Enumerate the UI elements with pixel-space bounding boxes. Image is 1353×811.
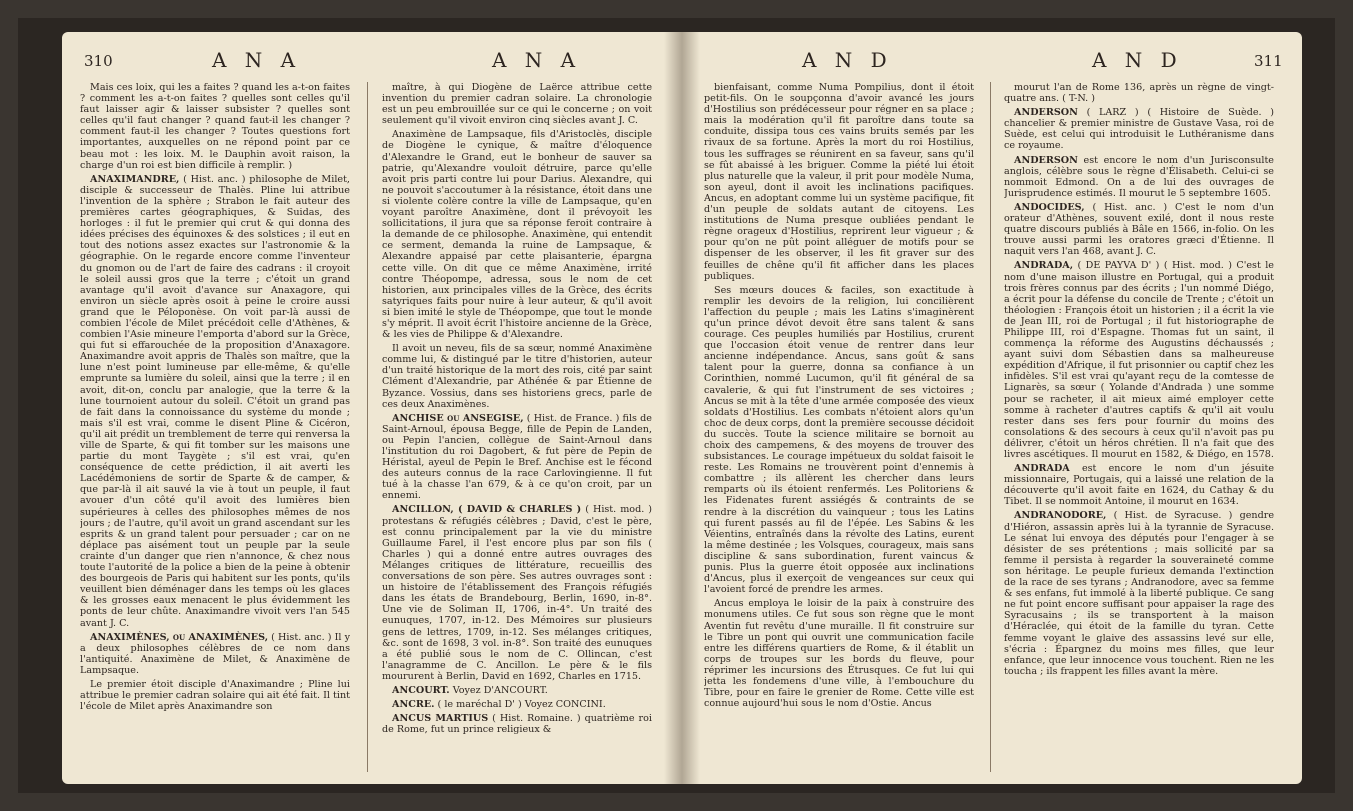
entry-paragraph — [1004, 155, 1274, 199]
entry-text: bienfaisant, comme Numa Pompilius, dont il étoit petit-fils. On le soupçonna d'avoir avancé les jours d'Hostilius son prédécesseur pour régner en sa place ; mais la modération qu'il fit paroître dans toute sa conduite, dissipa tous ces vains bruits semés par les rivaux de sa fortune. Après la mort du roi Hostilius, tous les suffrages se réunirent en sa faveur, sans qu'il se fût abaissé à les briguer. Comme la piété lui étoit plus naturelle que la valeur, il prit pour modèle Numa, son ayeul, dont il avoit les inclinations pacifiques. Ancus, en adoptant comme lui un système pacifique, fit d'un peuple de soldats autant de citoyens. Les institutions de Numa presque oubliées pendant le règne orageux d'Hostilius, reprirent leur vigueur ; & pour qu'on ne pût point alléguer de motifs pour se dispenser de les observer, il les fit graver sur des feuilles de chêne qu'il fit afficher dans les places publiques. — [704, 82, 974, 282]
entry-headword: ANDOCIDES, — [1014, 201, 1085, 213]
entry-text: Il avoit un neveu, fils de sa sœur, nommé Anaximène comme lui, & distingué par le titre d'historien, auteur d'un traité historique de la mort des rois, cité par saint Clément d'Alexandrie, par Athénée & par Étienne de Byzance. Vossius, dans ses historiens grecs, parle de ces deux Anaximènes. — [382, 343, 652, 410]
entry-text: Voyez D'ANCOURT. — [452, 684, 548, 696]
entry-text: ( Hist. anc. ) Il y a deux philosophes célèbres de ce nom dans l'antiquité. Anaximène de Milet, & Anaximène de Lampsaque. — [80, 631, 350, 676]
right-page — [682, 32, 1302, 784]
running-head-right-1: A N D — [802, 48, 893, 72]
entry-text: Anaximène de Lampsaque, fils d'Aristoclès, disciple de Diogène le cynique, & maître d'éloquence d'Alexandre le Grand, eut le bonheur de sauver sa patrie, qu'Alexandre vouloit détruire, parce qu'elle avoit pris parti contre lui pour Darius. Alexandre, qui ne pouvoit s'accoutumer à la résistance, étoit dans une si violente colère contre la ville de Lampsaque, qu'en voyant paroître Anaximène, dont il prévoyoit les sollicitations, il jura que sa réponse feroit contraire à la demande de ce philosophe. Anaximène, qui entendit ce serment, demanda la ruine de Lampsaque, & Alexandre appaisé par cette plaisanterie, épargna cette ville. On dit que ce même Anaximène, irrité contre Théopompe, adressa, sous le nom de cet historien, aux principales villes de la Grèce, des écrits satyriques faits pour nuire à leur auteur, & qu'il avoit si bien imité le style de Théopompe, que tout le monde s'y méprit. Il avoit écrit l'histoire ancienne de la Grèce, & les vies de Philippe & d'Alexandre. — [382, 129, 652, 341]
entry-paragraph — [704, 598, 974, 709]
entry-headword: ANCHISE ou ANSEGISE, — [392, 412, 524, 424]
entry-headword: ANAXIMANDRE, — [90, 173, 180, 185]
entry-text: Ancus employa le loisir de la paix à construire des monumens utiles. Ce fut sous son règne que le mont Aventin fut revêtu d'une muraille. Il fit construire sur le Tibre un pont qui ouvrit une communication facile entre les différens quartiers de Rome, & il établit un corps de troupes sur les bords du fleuve, pour réprimer les incursions des Étrusques. Ce fut lui qui jetta les fondemens d'une ville, à l'embouchure du Tibre, pour en faire le grenier de Rome. Cette ville est connue aujourd'hui sous le nom d'Ostie. Ancus — [704, 598, 974, 710]
book-spread — [18, 18, 1335, 793]
entry-paragraph — [382, 129, 652, 340]
entry-paragraph — [704, 82, 974, 282]
entry-headword: ANDERSON — [1014, 107, 1078, 119]
column-rule — [990, 82, 991, 772]
entry-text: mourut l'an de Rome 136, après un règne de vingt-quatre ans. ( T-N. ) — [1004, 82, 1274, 105]
entry-paragraph — [382, 504, 652, 682]
page-number-left: 310 — [84, 52, 113, 70]
entry-text: maître, à qui Diogène de Laërce attribue cette invention du premier cadran solaire. La chronologie est un peu embrouillée sur ce qui le concerne ; on voit seulement qu'il vivoit environ cinq siècles avant J. C. — [382, 82, 652, 127]
entry-text: est encore le nom d'un Jurisconsulte anglois, célèbre sous le règne d'Élisabeth. Celui-ci se nommoit Edmond. On a de lui des ouvrages de Jurisprudence estimés. Il mourut le 5 septembre 1605. — [1004, 154, 1274, 199]
entry-headword: ANAXIMÈNES, ou ANAXIMÈNES, — [90, 631, 269, 643]
entry-text: ( DE PAYVA D' ) ( Hist. mod. ) C'est le nom d'une maison illustre en Portugal, qui a produit trois frères connus par des écrits ; l'un nommé Diégo, a écrit pour la défense du concile de Trente ; c'étoit un théologien : François étoit un historien ; il a écrit la vie de Jean III, roi de Portugal ; il fut historiographe de Philippe III, roi d'Espagne. Thomas fut un saint, il commença la réforme des Augustins déchaussés ; ayant suivi dom Sébastien dans sa malheureuse expédition d'Afrique, il fut prisonnier ou captif chez les infidèles. S'il est vrai qu'ayant reçu de la comtesse de Lignarès, sa sœur ( Yolande d'Andrada ) une somme pour se racheter, il ait mieux aimé employer cette somme à racheter d'autres captifs & qu'il ait voulu rester dans ses fers pour fournir du moins des consolations & des secours à ceux qu'il n'avoit pas pu délivrer, c'étoit un héros chrétien. Il n'a fait que des livres ascétiques. Il mourut en 1582, & Diégo, en 1578. — [1004, 260, 1274, 460]
entry-paragraph — [80, 174, 350, 629]
book-gutter — [664, 32, 700, 784]
entry-paragraph — [704, 285, 974, 596]
entry-paragraph — [1004, 82, 1274, 104]
entry-headword: ANDRANODORE, — [1014, 510, 1107, 522]
entry-text: Le premier étoit disciple d'Anaximandre ; Pline lui attribue le premier cadran solaire qui ait été fait. Il tint l'école de Milet après Anaximandre son — [80, 678, 350, 713]
right-page-column-1 — [704, 82, 974, 772]
entry-text: Mais ces loix, qui les a faites ? quand les a-t-on faites ? comment les a-t-on faites ? quelles sont celles qu'il faut laisser agir & laisser subsister ? quelles sont celles qu'il faut changer ? quand faut-il les changer ? comment faut-il les changer ? Toutes questions fort importantes, auxquelles on ne répond point par ce beau mot : les loix. M. le Dauphin avoit raison, la charge d'un roi est bien difficile à remplir. ) — [80, 82, 350, 171]
entry-paragraph — [1004, 463, 1274, 507]
entry-text: ( Hist. anc. ) philosophe de Milet, disciple & successeur de Thalès. Pline lui attribue l'invention de la sphère ; Strabon le fait auteur des premières cartes géographiques, & Suidas, des horloges : il fut le premier qui crut & qui donna des idées précises des équinoxes & des solstices ; il eut en tout des notions assez exactes sur l'astronomie & la géographie. On le regarde encore comme l'inventeur du gnomon ou de l'art de faire des cadrans : il croyoit le soleil aussi gros que la terre ; c'étoit un grand avantage qu'il avoit d'avance sur Anaxagore, qui environ un siècle après osoit à peine le croire aussi grand que le Péloponèse. On voit par-là aussi de combien l'école de Milet précédoit celle d'Athènes, & combien l'Asie mineure l'emporta d'abord sur la Grèce, qui fut si effarouchée de la proposition d'Anaxagore. Anaximandre avoit appris de Thalès son maître, que la lune n'est point lumineuse par elle-même, & qu'elle emprunte sa lumière du soleil, ainsi que la terre ; il en avoit, dit-on, conclu par analogie, que la terre & la lune tournoient autour du soleil. C'étoit un grand pas de fait dans la connoissance du système du monde ; mais s'il est vrai, comme le disent Pline & Cicéron, qu'il ait prédit un tremblement de terre qui renversa la ville de Sparte, & qui fit tomber sur les maisons une partie du mont Taygète ; s'il est vrai, qu'en conséquence de cette prédiction, il ait averti les Lacédémoniens de sortir de Sparte & de camper, & que par-là il ait sauvé la vie à tout un peuple, il faut avouer d'un côté qu'il avoit des lumières bien supérieures à celles des philosophes mêmes de nos jours ; de l'autre, qu'il avoit un grand ascendant sur les esprits & un grand talent pour persuader ; car on ne déplace pas aisément tout un peuple par la seule crainte d'un danger que rien n'annonce, & chez nous toute l'autorité de la police a bien de la peine à obtenir des bourgeois de Paris qui habitent sur les ponts, qu'ils veuillent bien déménager dans les temps où les glaces & les grosses eaux menacent le plus évidemment les ponts de leur chûte. Anaximandre vivoit vers l'an 545 avant J. C. — [80, 173, 350, 629]
entry-text: ( Hist. anc. ) C'est le nom d'un orateur d'Athènes, souvent exilé, dont il nous reste quatre discours publiés à Bâle en 1566, in-folio. On les trouve aussi parmi les oratores græci d'Étienne. Il naquit vers l'an 468, avant J. C. — [1004, 201, 1274, 258]
entry-text: ( Hist. de Syracuse. ) gendre d'Hiéron, assassin après lui à la tyrannie de Syracuse. Le sénat lui envoya des députés pour l'engager à se désister de ses prétentions ; mais sollicité par sa femme il persista à regarder la souveraineté comme son héritage. Le peuple furieux demanda l'extinction de la race de ses tyrans ; Andranodore, avec sa femme & ses enfans, fut immolé à la liberté publique. Ce sang ne fut point encore suffisant pour appaiser la rage des Syracusains ; ils se transportent à la maison d'Héraclée, qui étoit de la famille du tyran. Cette femme voyant le glaive des assassins levé sur elle, s'écria : Épargnez du moins mes filles, que leur enfance, que leur innocence vous touchent. Rien ne les toucha ; ils frappent les filles avant la mère. — [1004, 510, 1274, 677]
running-head-left: A N A — [212, 48, 302, 72]
entry-text: Ses mœurs douces & faciles, son exactitude à remplir les devoirs de la religion, lui concilièrent l'affection du peuple ; mais les Latins s'imaginèrent qu'un prince dévot devoit être sans talent & sans courage. Ces peuples humiliés par Hostilius, crurent que l'occasion étoit venue de rentrer dans leur ancienne indépendance. Ancus, sans goût & sans talent pour la guerre, donna sa confiance à un Corinthien, nommé Lucumon, qu'il fit général de sa cavalerie, & qui fut l'instrument de ses victoires ; Ancus se mit à la tête d'une armée composée des vieux soldats d'Hostilius. Les combats n'étoient alors qu'un choc de deux corps, dont la première secousse décidoit du succès. Toute la science militaire se bornoit au choix des campemens, & des moyens de trouver des subsistances. Le courage impétueux du soldat faisoit le reste. Les Romains ne trouvèrent point d'ennemis à combattre ; ils allèrent les chercher dans leurs remparts où ils étoient renfermés. Les Politoriens & les Fidenates furent assiégés & contraints de se rendre à la discrétion du vainqueur ; tous les Latins qui furent passés au fil de l'épée. Les Sabins & les Véientins, entraînés dans la révolte des Latins, eurent la même destinée ; les Volsques, courageux, mais sans discipline & sans subordination, furent vaincus & punis. Plus la guerre étoit opposée aux inclinations d'Ancus, plus il exerçoit de vengeances sur ceux qui l'avoient forcé de prendre les armes. — [704, 284, 974, 596]
entry-headword: ANDRADA — [1014, 463, 1070, 475]
entry-paragraph — [1004, 510, 1274, 676]
entry-text: ( Hist. Romaine. ) quatrième roi de Rome, fut un prince religieux & — [382, 713, 652, 736]
entry-paragraph — [80, 632, 350, 676]
entry-text: ( LARZ ) ( Histoire de Suède. ) chancelier & premier ministre de Gustave Vasa, roi de Suède, est celui qui introduisit le Luthéranisme dans ce royaume. — [1004, 107, 1274, 152]
entry-paragraph — [382, 699, 652, 710]
entry-paragraph — [1004, 260, 1274, 460]
entry-text: ( Hist. de France. ) fils de Saint-Arnoul, épousa Begge, fille de Pepin de Landen, ou Pepin l'ancien, collègue de Saint-Arnoul dans l'institution du roi Dagobert, & fut père de Pepin de Héristal, ayeul de Pepin le Bref. Anchise est le fécond des auteurs connus de la race Carlovingienne. Il fut tué à la chasse l'an 679, & à ce qu'on croit, par un ennemi. — [382, 412, 652, 502]
column-rule — [367, 82, 368, 772]
entry-paragraph — [382, 685, 652, 696]
entry-text: est encore le nom d'un jésuite missionnaire, Portugais, qui a laissé une relation de la découverte qu'il avoit faite en 1624, du Cathay & du Tibet. Il se nommoit Antoine, il mourut en 1634. — [1004, 463, 1274, 508]
left-page-column-1 — [80, 82, 350, 772]
entry-headword: ANCRE. — [392, 699, 435, 711]
entry-paragraph — [382, 343, 652, 410]
entry-paragraph — [80, 82, 350, 171]
entry-headword: ANCUS MARTIUS — [392, 713, 489, 725]
left-page-column-2 — [382, 82, 652, 772]
entry-headword: ANDERSON — [1014, 154, 1078, 166]
entry-text: ( Hist. mod. ) protestans & réfugiés célèbres ; David, c'est le père, est connu principalement par la vie du ministre Guillaume Farel, il l'est encore plus par son fils ( Charles ) qui a donné entre autres ouvrages des Mélanges critiques de littérature, recueillis des conversations de son père. Ses autres ouvrages sont : un histoire de l'établissement des François réfugiés dans les états de Brandebourg, Berlin, 1690, in-8°. Une vie de Soliman II, 1706, in-4°. Un traité des eunuques, 1707, in-12. Des Mémoires sur plusieurs gens de lettres, 1709, in-12. Ses mélanges critiques, &c. sont de 1698, 3 vol. in-8°. Son traité des eunuques a été publié sous le nom de C. Ollincan, c'est l'anagramme de C. Ancillon. Le père & le fils moururent à Berlin, David en 1692, Charles en 1715. — [382, 504, 652, 682]
entry-paragraph — [80, 679, 350, 712]
entry-paragraph — [382, 413, 652, 502]
entry-paragraph — [1004, 107, 1274, 151]
entry-paragraph — [1004, 202, 1274, 257]
left-page — [62, 32, 682, 784]
entry-headword: ANDRADA, — [1014, 260, 1074, 272]
entry-headword: ANCILLON, ( DAVID & CHARLES ) — [392, 504, 582, 516]
running-head-left-2: A N A — [492, 48, 582, 72]
page-number-right: 311 — [1254, 52, 1283, 70]
right-page-column-2 — [1004, 82, 1274, 772]
entry-headword: ANCOURT. — [392, 684, 450, 696]
entry-paragraph — [382, 713, 652, 735]
entry-text: ( le maréchal D' ) Voyez CONCINI. — [437, 699, 606, 711]
entry-paragraph — [382, 82, 652, 126]
running-head-right-2: A N D — [1092, 48, 1183, 72]
